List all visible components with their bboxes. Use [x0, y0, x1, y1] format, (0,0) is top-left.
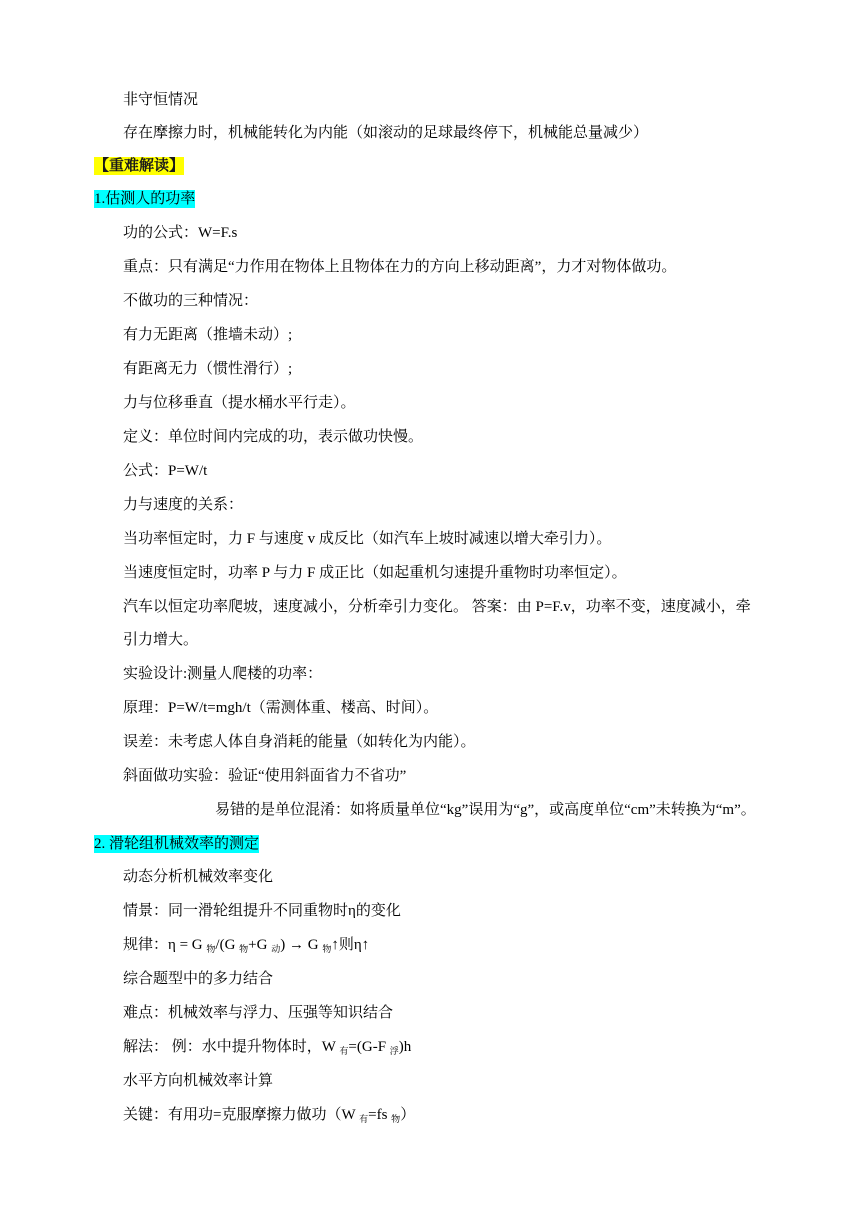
subsection-title	[94, 189, 195, 209]
text-line: 动态分析机械效率变化	[123, 869, 274, 885]
text-line: 易错的是单位混淆：如将质量单位“kg”误用为“g”，或高度单位“cm”未转换为“m”。	[215, 802, 756, 818]
heading-text: 【重难解读】	[94, 158, 185, 174]
text-line: 力与位移垂直（提水桶水平行走）。	[123, 395, 356, 411]
text-line: 功的公式：W=F.s	[123, 225, 238, 241]
subsection-title	[94, 834, 259, 854]
text-line: 情景：同一滑轮组提升不同重物时η的变化	[123, 903, 401, 919]
text-line: 综合题型中的多力结合	[123, 971, 274, 987]
text-line: 有距离无力（惯性滑行）;	[123, 361, 293, 377]
text-line: 定义：单位时间内完成的功，表示做功快慢。	[123, 429, 424, 445]
subsection-title-text: 2. 滑轮组机械效率的测定	[94, 836, 260, 852]
text-line: 有力无距离（推墙未动）;	[123, 327, 293, 343]
text-line: 斜面做功实验：验证“使用斜面省力不省功”	[123, 768, 407, 784]
text-line: 当速度恒定时，功率 P 与力 F 成正比（如起重机匀速提升重物时功率恒定）。	[123, 565, 627, 581]
text-line: 实验设计:测量人爬楼的功率：	[123, 666, 323, 682]
formula-line: 关键：有用功=克服摩擦力做功（W $_有$=fs $_物$）	[123, 1107, 416, 1124]
text-line: 汽车以恒定功率爬坡，速度减小，分析牵引力变化。 答案：由 P=F.v，功率不变，速度减小，牵	[123, 599, 751, 615]
text-line: 误差：未考虑人体自身消耗的能量（如转化为内能）。	[123, 734, 476, 750]
formula-line: 规律：η = G $_物$/(G $_物$+G $_动$) → G $_物$↑则η↑	[123, 937, 370, 954]
section-heading	[94, 156, 184, 176]
text-line: 力与速度的关系：	[123, 497, 244, 513]
text-line: 存在摩擦力时，机械能转化为内能（如滚动的足球最终停下，机械能总量减少）	[123, 125, 649, 141]
subsection-title-text: 1.估测人的功率	[94, 191, 196, 207]
text-line: 非守恒情况	[123, 92, 199, 108]
text-line: 水平方向机械效率计算	[123, 1073, 274, 1089]
text-line: 难点：机械效率与浮力、压强等知识结合	[123, 1005, 394, 1021]
formula-line: 解法： 例：水中提升物体时，W $_有$=(G-F $_浮$)h	[123, 1039, 412, 1056]
text-line: 不做功的三种情况：	[123, 293, 259, 309]
text-line: 引力增大。	[123, 632, 199, 648]
text-line: 公式：P=W/t	[123, 463, 208, 479]
text-line: 重点：只有满足“力作用在物体上且物体在力的方向上移动距离”，力才对物体做功。	[123, 259, 677, 275]
text-line: 原理：P=W/t=mgh/t（需测体重、楼高、时间）。	[123, 700, 439, 716]
text-line: 当功率恒定时，力 F 与速度 v 成反比（如汽车上坡时减速以增大牵引力）。	[123, 531, 612, 547]
